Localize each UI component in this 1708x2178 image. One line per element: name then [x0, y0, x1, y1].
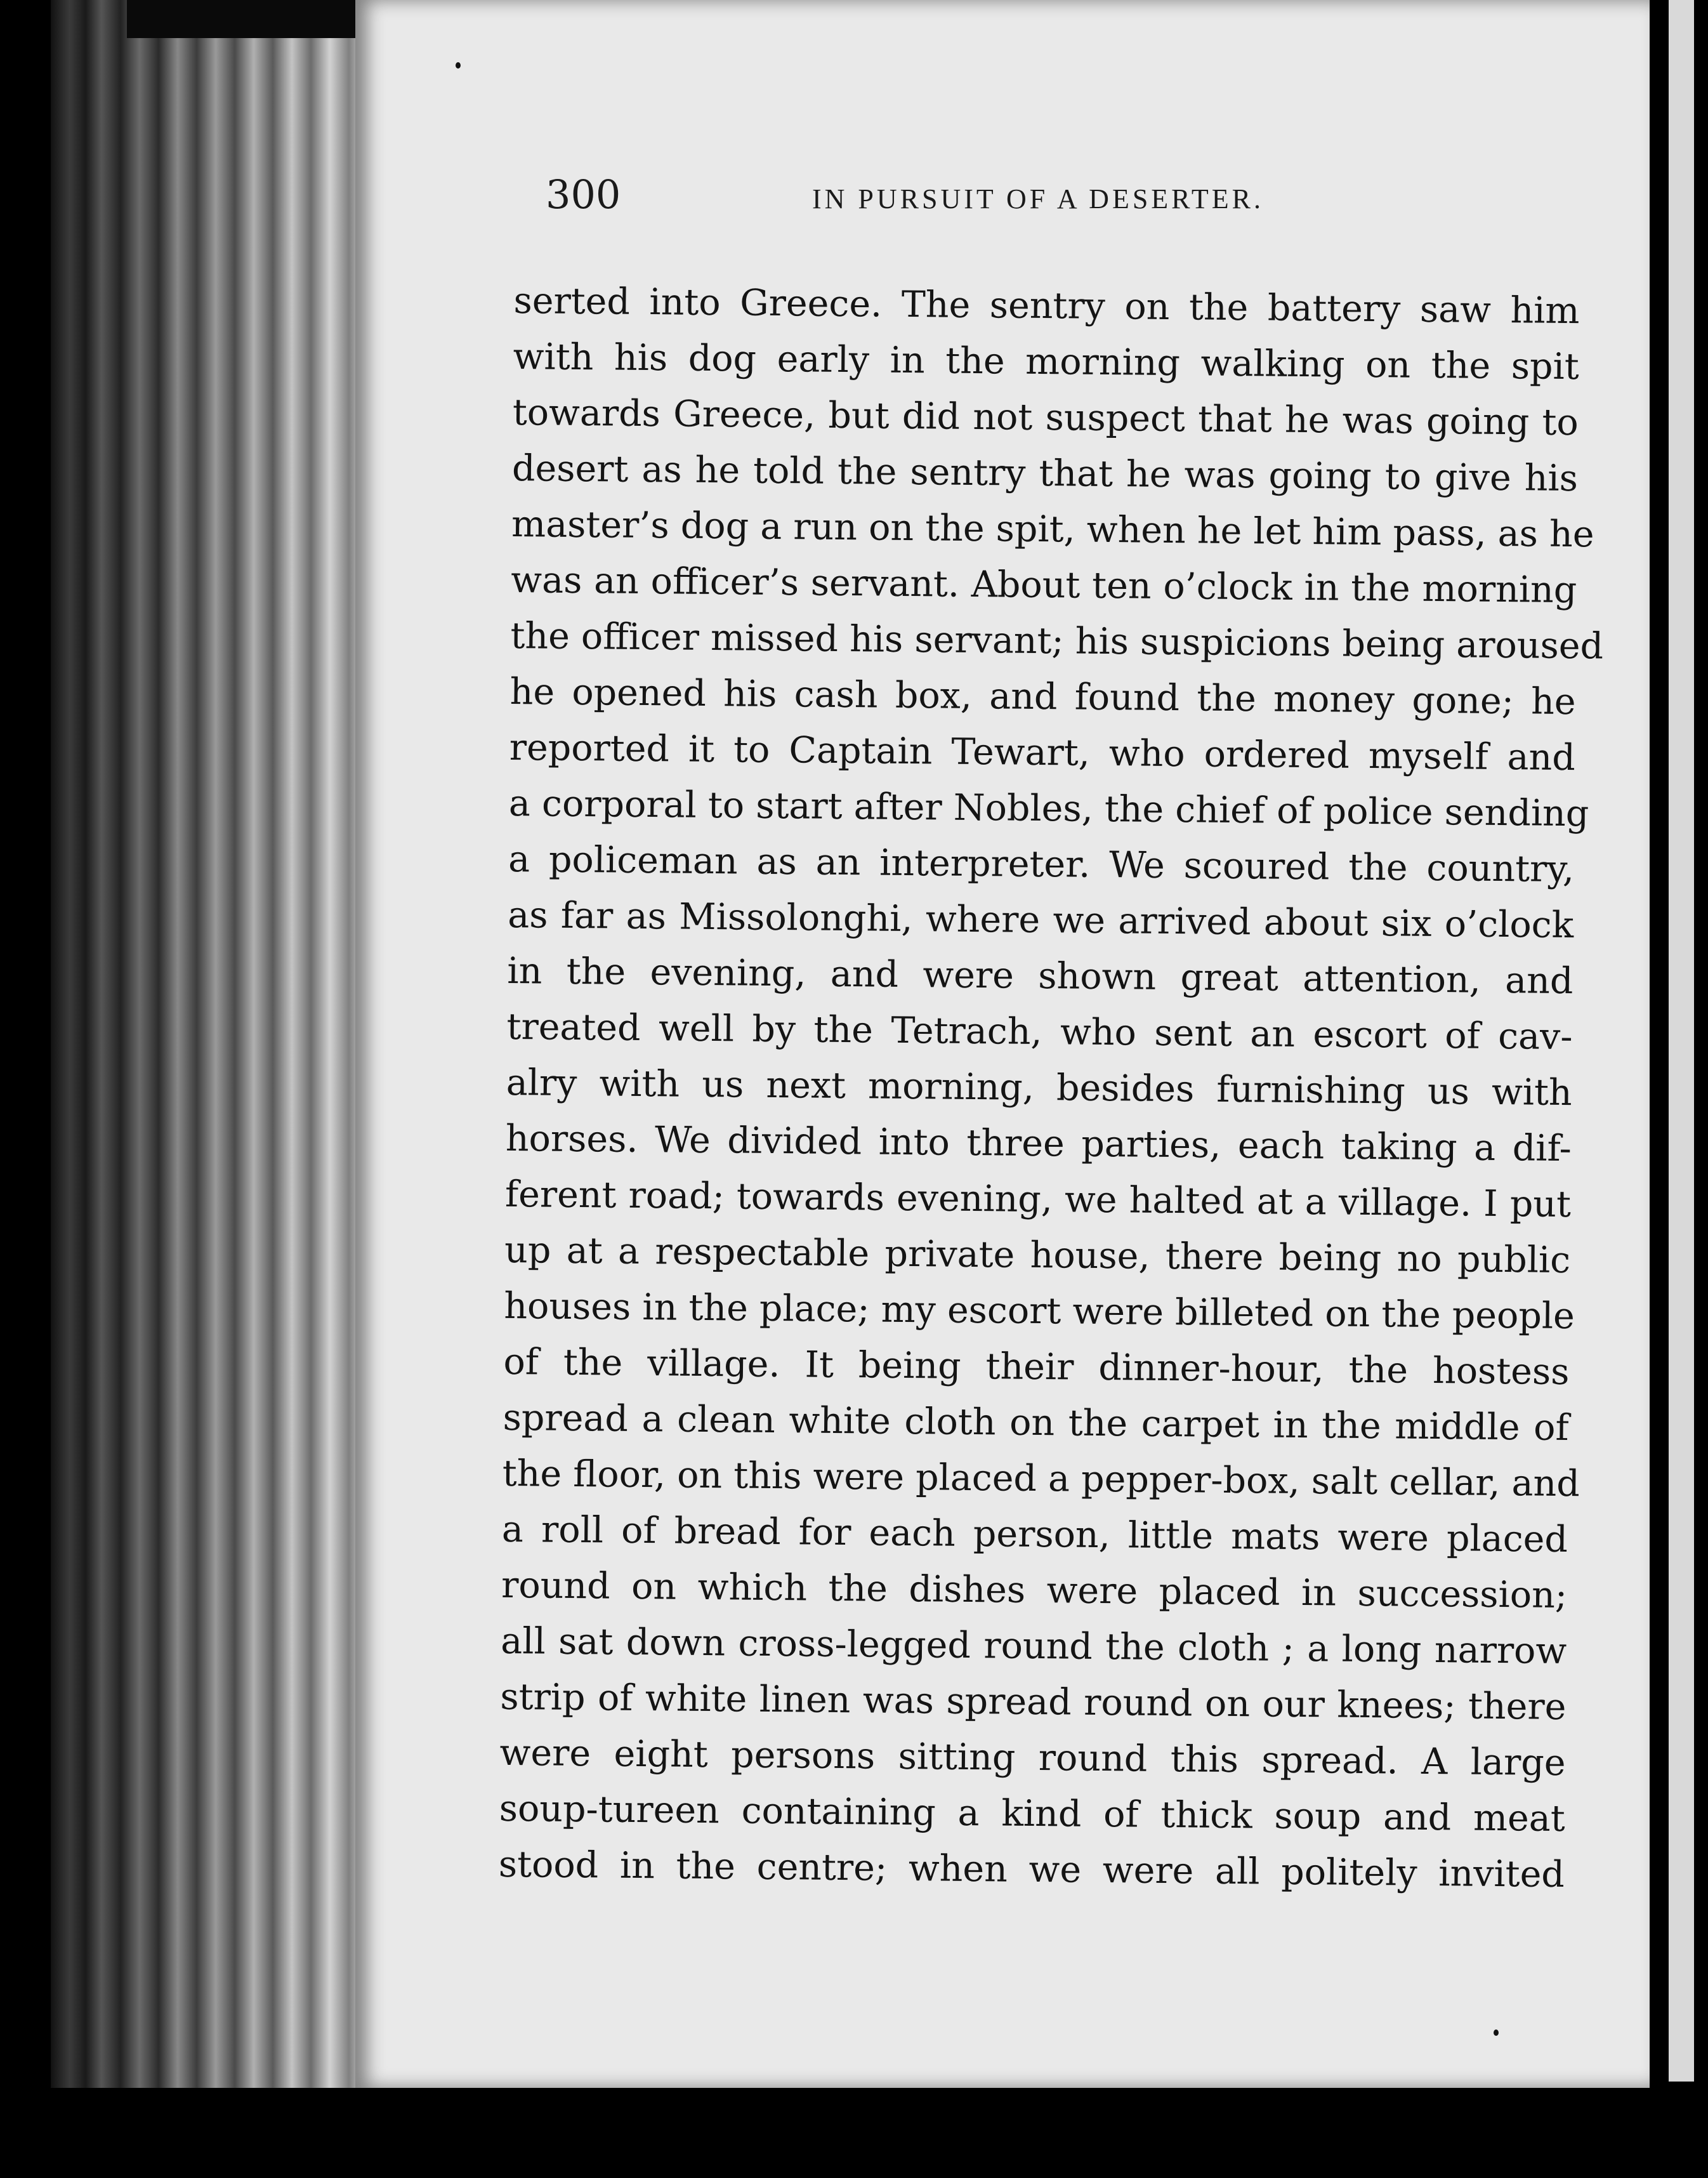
text-line: the officer missed his servant; his suspicions being aroused — [510, 614, 1604, 668]
text-line: a corporal to start after Nobles, the chief of police sending — [508, 782, 1589, 835]
text-line: round on which the dishes were placed in succession; — [501, 1564, 1568, 1617]
body-text — [498, 273, 1604, 1903]
text-line: master’s dog a run on the spit, when he let him pass, as he — [511, 503, 1594, 556]
text-line: soup-tureen containing a kind of thick soup and meat — [499, 1787, 1566, 1840]
text-line: with his dog early in the morning walking on the spit — [513, 335, 1579, 388]
text-line: a policeman as an interpreter. We scoured the country, — [508, 838, 1575, 891]
text-line: desert as he told the sentry that he was going to give his — [511, 447, 1579, 500]
text-line: alry with us next morning, besides furnishing us with — [506, 1061, 1572, 1114]
text-line: up at a respectable private house, there being no public — [504, 1229, 1571, 1282]
ink-speck — [1494, 2030, 1499, 2036]
ink-speck — [456, 62, 461, 69]
book-page-edges — [51, 0, 381, 2094]
text-line: towards Greece, but did not suspect that he was going to — [512, 391, 1579, 444]
text-line: was an officer’s servant. About ten o’clock in the morning — [511, 558, 1577, 612]
text-line: all sat down cross-legged round the cloth ; a long narrow — [500, 1620, 1567, 1673]
text-line: as far as Missolonghi, where we arrived about six o’clock — [507, 894, 1574, 947]
text-line: were eight persons sitting round this spread. A large — [499, 1731, 1566, 1785]
text-line: serted into Greece. The sentry on the battery saw him — [513, 279, 1580, 333]
running-head: IN PURSUIT OF A DESERTER. — [812, 183, 1264, 214]
text-line: ferent road; towards evening, we halted at a village. I put — [504, 1173, 1572, 1226]
bottom-background — [0, 2088, 1708, 2178]
next-page-edge — [1669, 0, 1694, 2082]
book-edge-shadow — [127, 0, 381, 38]
text-line: in the evening, and were shown great attention, and — [507, 949, 1573, 1003]
text-line: stood in the centre; when we were all politely invited — [498, 1843, 1565, 1896]
text-line: of the village. It being their dinner-hour, the hostess — [503, 1340, 1570, 1394]
text-line: the floor, on this were placed a pepper-box, salt cellar, and — [502, 1452, 1580, 1505]
text-line: a roll of bread for each person, little mats were placed — [501, 1508, 1568, 1561]
page-number: 300 — [546, 171, 621, 218]
text-line: strip of white linen was spread round on our knees; there — [500, 1675, 1567, 1729]
page-header — [546, 171, 1351, 228]
text-line: he opened his cash box, and found the money gone; he — [509, 670, 1576, 723]
text-line: horses. We divided into three parties, each taking a dif- — [505, 1117, 1572, 1170]
text-line: houses in the place; my escort were billeted on the people — [504, 1284, 1575, 1338]
text-line: reported it to Captain Tewart, who ordered myself and — [509, 726, 1576, 779]
text-line: treated well by the Tetrach, who sent an escort of cav- — [506, 1005, 1573, 1059]
text-line: spread a clean white cloth on the carpet in the middle of — [503, 1396, 1569, 1449]
